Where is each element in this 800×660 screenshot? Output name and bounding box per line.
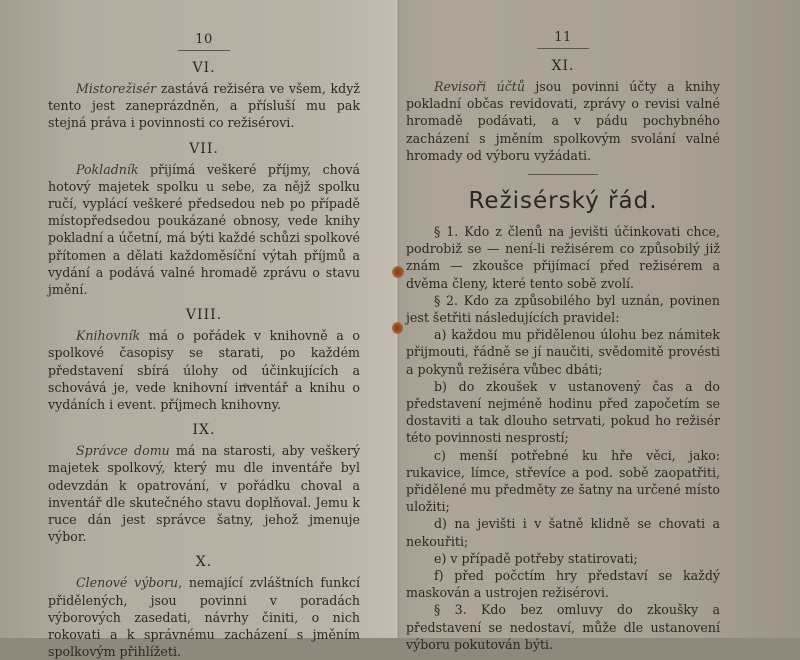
- rule-paragraph: § 3. Kdo bez omluvy do zkoušky a představení se nedostaví, může dle ustanovení výboru pokutován býti.: [406, 602, 720, 652]
- section-divider: [528, 174, 598, 175]
- section-paragraph: [406, 78, 720, 164]
- left-page: [0, 0, 398, 660]
- section-text: má o pořádek v knihovně a o spolkové časopisy se starati, po každém představení sbírá úlohy od účinkujících a schovává je, vede knihovní inventář a knihu o vydáních i event. příjmech knihovny.: [48, 328, 360, 413]
- page-number: 11: [554, 30, 572, 45]
- section-term: Knihovník: [76, 328, 141, 344]
- page-number: 10: [195, 32, 213, 47]
- section-heading: VI.: [192, 60, 216, 76]
- book-gutter: [396, 0, 399, 638]
- section-text: má na starosti, aby veškerý majetek spolkový, který mu dle inventáře byl odevzdán k opatrování, v pořádku choval a inventář dle skutečného stavu doplňoval. Jemu k ruce dán jest správce šatny, jehož jmenuje výbor.: [48, 443, 360, 545]
- section-term: Clenové výboru,: [76, 575, 183, 591]
- section-paragraph: [48, 574, 360, 660]
- section-text: jsou povinni účty a knihy pokladní občas revidovati, zprávy o revisi valné hromadě podávati, a v pádu pochybného zacházení s jměním spolkovým svolání valné hromady od výboru vyžádati.: [406, 79, 720, 163]
- page-number-rule: [178, 50, 230, 51]
- page-number-rule: [537, 48, 589, 49]
- section-term: Mistorežisér: [76, 81, 157, 96]
- rule-item: d) na jevišti i v šatně klidně se chovati a nekouřiti;: [406, 516, 720, 549]
- section-paragraph: [48, 442, 360, 545]
- rule-paragraph: § 1. Kdo z členů na jevišti účinkovati chce, podrobiž se — není-li režisérem co způsobilý již znám — zkoušce přijímací před režisérem a dvěma členy, které tento sobě zvolí.: [406, 224, 720, 291]
- section-paragraph: [48, 80, 360, 132]
- rule-item: c) menší potřebné ku hře věci, jako: rukavice, límce, střevíce a pod. sobě zaopatřiti, přidělené mu předměty ze šatny na určené místo uložiti;: [406, 447, 720, 515]
- section-term: Pokladník: [76, 161, 139, 177]
- section-paragraph: [48, 327, 360, 413]
- section-heading: X.: [195, 554, 213, 571]
- rule-item: e) v případě potřeby statirovati;: [434, 550, 638, 566]
- right-page: [398, 0, 800, 652]
- section-paragraph: [48, 161, 360, 299]
- rule-item: b) do zkoušek v ustanovený čas a do představení nejméně hodinu před započetím se dostaviti a tak dlouho setrvati, pokud ho režisér této povinnosti nesprostí;: [406, 378, 720, 446]
- chapter-title: Režisérský řád.: [468, 188, 658, 215]
- section-text: přijímá veškeré příjmy, chová hotový majetek spolku u sebe, za nějž spolku ručí, vyplácí veškeré předsedou neb po případě místopředsedou poukázané obnosy, vede knihy pokladní a účetní, má býti každé schůzi spolkové přítomen a dělati každoměsíční výtah příjmů a vydání a podává valné hromadě zprávu o stavu jmění.: [48, 161, 360, 298]
- rust-stain: [392, 266, 404, 278]
- section-heading: VII.: [189, 140, 219, 157]
- rule-item: a) každou mu přidělenou úlohu bez námitek přijmouti, řádně se jí naučiti, svědomitě provésti a pokynů režiséra vůbec dbáti;: [406, 327, 720, 377]
- right-page-content: [406, 30, 720, 653]
- section-heading: IX.: [192, 422, 216, 439]
- section-heading: XI.: [551, 58, 575, 74]
- section-term: Revisoři účtů: [434, 79, 525, 94]
- rule-paragraph: § 2. Kdo za způsobilého byl uznán, povinen jest šetřiti následujících pravidel:: [406, 292, 720, 326]
- rust-stain: [392, 322, 403, 334]
- left-page-content: [48, 32, 360, 660]
- rule-item: f) před počctím hry představí se každý maskován a ustrojen režisérovi.: [406, 568, 720, 601]
- section-text: zastává režiséra ve všem, když tento jest zaneprázdněn, a přísluší mu pak stejná práva i povinnosti co režisérovi.: [48, 81, 360, 131]
- section-text: nemající zvláštních funkcí přidělených, jsou povinni v poradách výborových zasedati, návrhy činiti, o nich rokovati a k správnému zacházení s jměním spolkovým přihlížeti.: [48, 575, 360, 660]
- section-term: Správce domu: [76, 443, 170, 459]
- section-heading: VIII.: [185, 307, 223, 324]
